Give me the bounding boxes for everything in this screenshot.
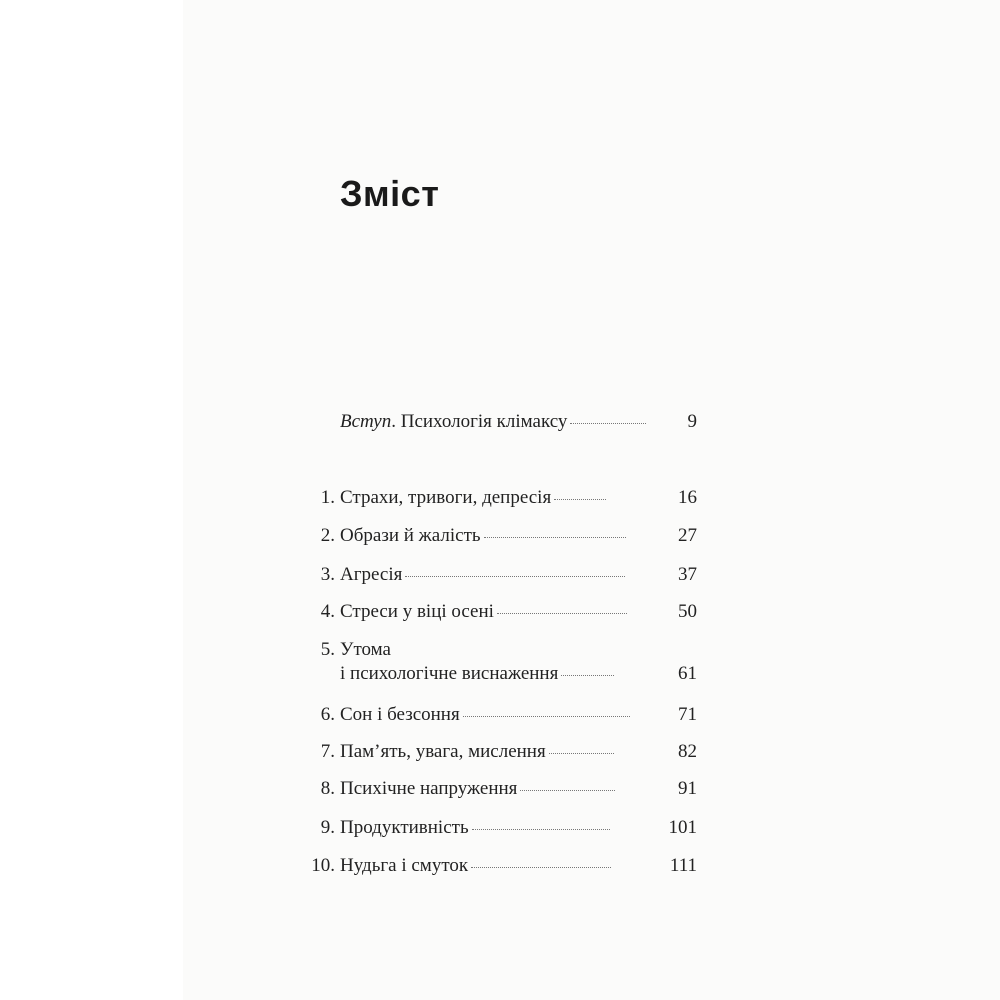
toc-entry-number: 4.: [320, 601, 335, 622]
dot-leader: [471, 867, 611, 868]
toc-page-number: 82: [678, 741, 697, 762]
toc-entry-label: [340, 410, 646, 434]
toc-entry-label: Сон і безсоння: [340, 703, 630, 727]
toc-page-number: 71: [678, 704, 697, 725]
toc-entry-number: 9.: [320, 817, 335, 838]
dot-leader: [463, 716, 630, 717]
toc-entry-number: 2.: [320, 525, 335, 546]
toc-entry-label: Агресія: [340, 563, 625, 587]
dot-leader: [561, 675, 614, 676]
toc-entry-label: Образи й жалість: [340, 524, 626, 548]
page-title: Зміст: [340, 173, 440, 214]
dot-leader: [554, 499, 606, 500]
toc-entry-number: 10.: [311, 855, 335, 876]
toc-entry-label: Стреси у віці осені: [340, 600, 627, 624]
toc-page-number: 111: [669, 855, 697, 876]
toc-entry-label: Нудьга і смуток: [340, 854, 611, 878]
dot-leader: [520, 790, 615, 791]
toc-page-number: 27: [678, 525, 697, 546]
toc-page-number: 9: [687, 411, 697, 432]
toc-entry-number: 6.: [320, 704, 335, 725]
toc-entry-label: Страхи, тривоги, депресія: [340, 486, 606, 510]
toc-entry-number: 8.: [320, 778, 335, 799]
toc-page-number: 101: [668, 817, 697, 838]
toc-entry-label-continued: і психологічне виснаження: [340, 662, 614, 686]
dot-leader: [570, 423, 646, 424]
toc-page-number: 37: [678, 564, 697, 585]
toc-entry-label: Продуктивність: [340, 816, 610, 840]
toc-page-number: 91: [678, 778, 697, 799]
toc-entry-label: Пам’ять, увага, мислення: [340, 740, 614, 764]
intro-label-text: . Психологія клімаксу: [391, 411, 568, 432]
toc-entry-label: Психічне напруження: [340, 777, 615, 801]
dot-leader: [405, 576, 625, 577]
toc-entry-number: 5.: [320, 639, 335, 660]
toc-entry-number: 1.: [320, 487, 335, 508]
dot-leader: [549, 753, 614, 754]
toc-entry-label: Утома: [340, 639, 391, 660]
dot-leader: [472, 829, 610, 830]
intro-label-italic: Вступ: [340, 411, 392, 432]
dot-leader: [484, 537, 626, 538]
toc-page-number: 16: [678, 487, 697, 508]
dot-leader: [497, 613, 627, 614]
toc-entry-number: 7.: [320, 741, 335, 762]
toc-page-number: 61: [678, 663, 697, 684]
toc-entry-number: 3.: [320, 564, 335, 585]
toc-page-number: 50: [678, 601, 697, 622]
